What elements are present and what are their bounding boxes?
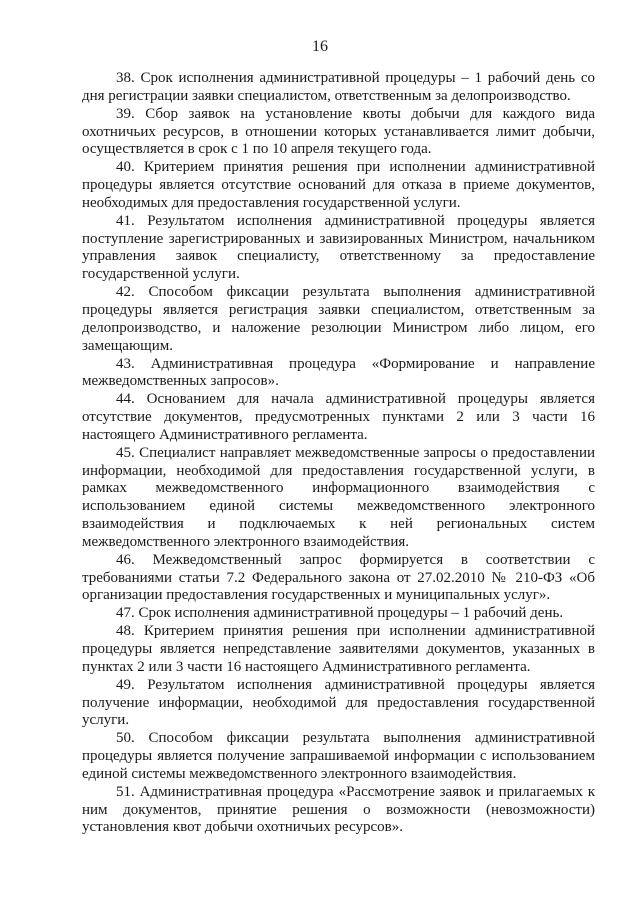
paragraph-48: 48. Критерием принятия решения при исполнении административной процедуры является непредставление заявителями документов, указанных в пунктах 2 или 3 части 16 настоящего Административного регламента. xyxy=(82,623,595,675)
paragraph-43: 43. Административная процедура «Формирование и направление межведомственных запросов». xyxy=(82,355,595,390)
paragraph-41: 41. Результатом исполнения административной процедуры является поступление зарегистрированных и завизированных Министром, начальником управления заявок специалисту, ответственному за предоставление государственной услуги. xyxy=(82,212,595,283)
paragraph-38: 38. Срок исполнения административной процедуры – 1 рабочий день со дня регистрации заявки специалистом, ответственным за делопроизводство. xyxy=(82,70,595,104)
paragraph-40: 40. Критерием принятия решения при исполнении административной процедуры является отсутствие оснований для отказа в приеме документов, необходимых для предоставления государственной услуги. xyxy=(82,159,595,211)
paragraph-50: 50. Способом фиксации результата выполнения административной процедуры является получение запрашиваемой информации с использованием единой системы межведомственного электронного взаимодействия. xyxy=(82,730,595,782)
paragraph-51: 51. Административная процедура «Рассмотрение заявок и прилагаемых к ним документов, принятие решения о возможности (невозможности) установления квот добычи охотничьих ресурсов». xyxy=(82,783,595,836)
paragraph-46: 46. Межведомственный запрос формируется в соответствии с требованиями статьи 7.2 Федерального закона от 27.02.2010 № 210-ФЗ «Об организации предоставления государственных и муниципальных услуг». xyxy=(82,551,595,604)
paragraph-44: 44. Основанием для начала административной процедуры является отсутствие документов, предусмотренных пунктами 2 или 3 части 16 настоящего Административного регламента. xyxy=(82,391,595,443)
paragraph-49: 49. Результатом исполнения административной процедуры является получение информации, необходимой для предоставления государственной услуги. xyxy=(82,676,595,729)
paragraph-47: 47. Срок исполнения административной процедуры – 1 рабочий день. xyxy=(116,605,564,622)
paragraph-39: 39. Сбор заявок на установление квоты добычи для каждого вида охотничьих ресурсов, в отношении которых устанавливается лимит добычи, осуществляется в срок с 1 по 10 апреля текущего года. xyxy=(82,105,595,158)
paragraph-42: 42. Способом фиксации результата выполнения административной процедуры является регистрация заявки специалистом, ответственным за делопроизводство, и наложение резолюции Министром либо лицом, его замещающим. xyxy=(82,284,595,354)
document-body xyxy=(82,70,595,837)
paragraph-45: 45. Специалист направляет межведомственные запросы о предоставлении информации, необходимой для предоставления государственной услуги, в рамках межведомственного информационного взаимодействия с использованием единой системы межведомственного электронного взаимодействия и подключаемых к ней региональных систем межведомственного электронного взаимодействия. xyxy=(82,444,595,550)
page-number: 16 xyxy=(312,38,328,55)
